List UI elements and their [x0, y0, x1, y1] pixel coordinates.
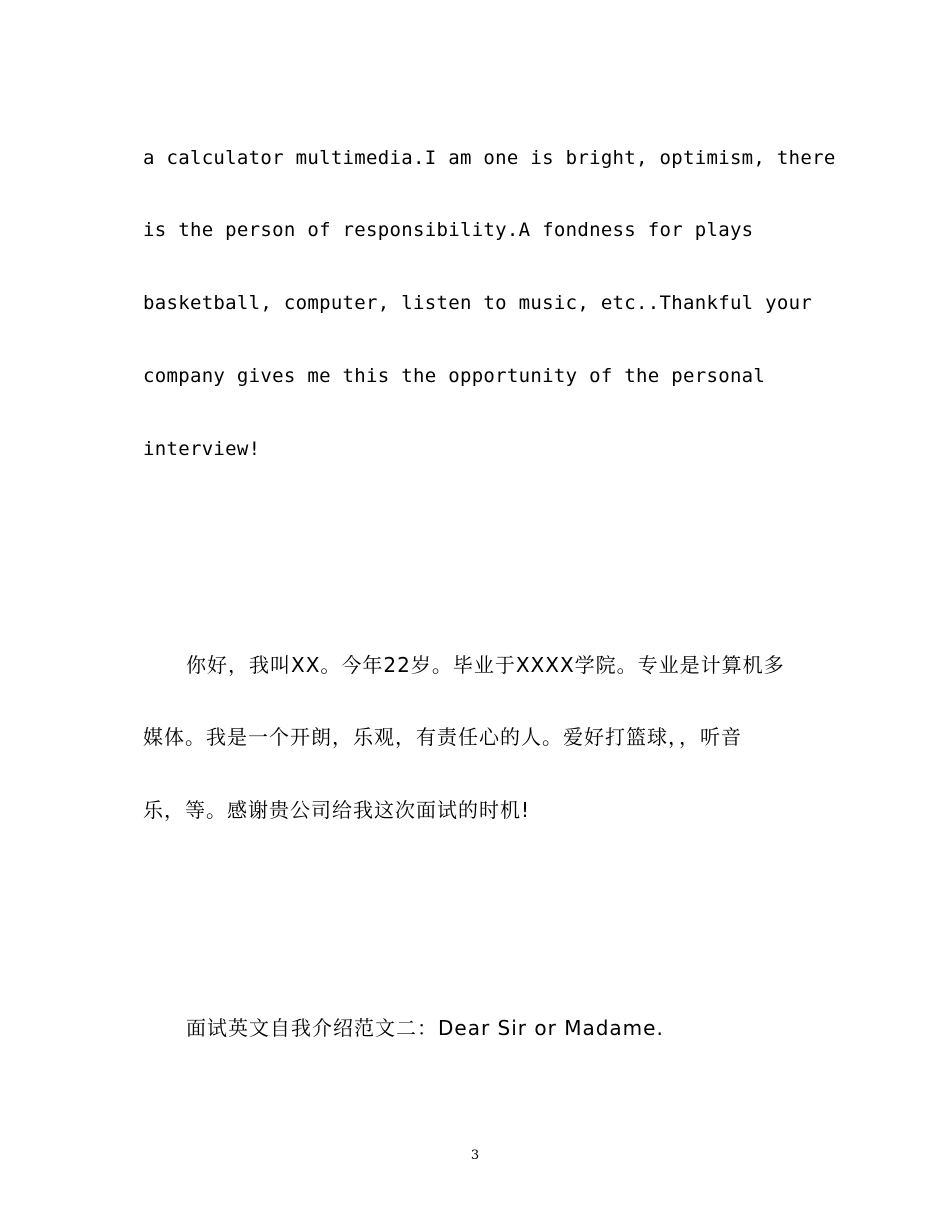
- paragraph-line: interview!: [143, 438, 261, 460]
- paragraph-line: company gives me this the opportunity of the personal: [143, 365, 766, 387]
- page-number: 3: [470, 1148, 480, 1163]
- paragraph-line: 媒体。我是一个开朗，乐观，有责任心的人。爱好打篮球，，听音: [143, 725, 742, 749]
- paragraph-line: 你好，我叫XX。今年22岁。毕业于XXXX学院。专业是计算机多: [186, 653, 785, 677]
- paragraph-line: basketball, computer, listen to music, etc..Thankful your: [143, 292, 813, 314]
- paragraph-line: 乐，等。感谢贵公司给我这次面试的时机!: [143, 798, 531, 822]
- paragraph-line: is the person of responsibility.A fondness for plays: [143, 219, 754, 241]
- section-heading: 面试英文自我介绍范文二：Dear Sir or Madame.: [186, 1016, 664, 1040]
- paragraph-line: a calculator multimedia.I am one is bright, optimism, there: [143, 147, 836, 169]
